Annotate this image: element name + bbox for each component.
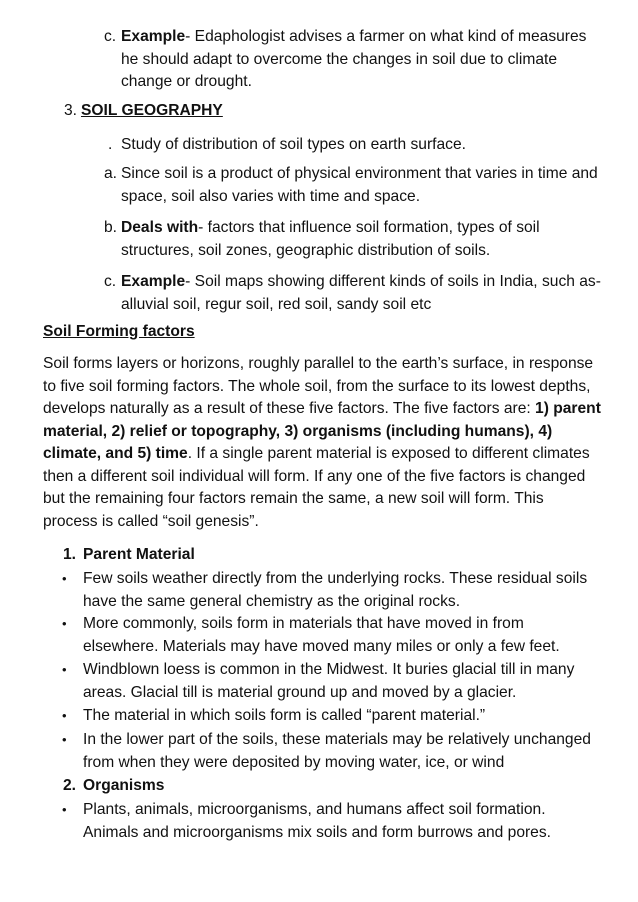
list-number: 2. [63,777,77,794]
heading-text: Soil Forming factors [43,323,195,340]
heading-text: Organisms [83,777,165,794]
heading-soil-forming-factors [43,321,603,344]
bullet-item [62,799,603,844]
bullet-icon: • [62,616,67,631]
list-marker: a. [104,165,118,182]
bullet-item [62,568,603,613]
bullet-text: Few soils weather directly from the underlying rocks. These residual soils have the same general chemistry as the original rocks. [83,570,588,610]
bullet-item [62,729,603,774]
bullet-item [62,613,603,658]
list-marker: b. [104,219,118,236]
list-item-text: Since soil is a product of physical environment that varies in time and space, soil also varies with time and space. [121,165,598,205]
section-heading-text: SOIL GEOGRAPHY [81,102,223,119]
bullet-text: Windblown loess is common in the Midwest. It buries glacial till in many areas. Glacial till is material ground up and moved by a glacier. [83,661,575,701]
list-item-deals-with [104,217,601,262]
bullet-text: Plants, animals, microorganisms, and humans affect soil formation. Animals and microorganisms mix soils and form burrows and pores. [83,801,551,841]
paragraph-text: Soil forms layers or horizons, roughly parallel to the earth’s surface, in response to five soil forming factors. The whole soil, from the surface to its lowest depths, develops naturally as a result of these five factors. The five factors are: 1) parent material, 2) relief or topography, 3) organisms (including humans), 4) climate, and 5) time. If a single parent material is exposed to different climates then a different soil individual will form. If any one of the five factors is changed but the remaining four factors remain the same, a new soil will form. This process is called “soil genesis”. [43,355,601,530]
list-item-text: Example- Soil maps showing different kinds of soils in India, such as- alluvial soil, regur soil, red soil, sandy soil etc [121,273,601,313]
numbered-heading-organisms [63,775,583,798]
bullet-icon: • [62,708,67,723]
bullet-text: The material in which soils form is called “parent material.” [83,707,486,724]
list-item-text: Study of distribution of soil types on earth surface. [121,136,466,153]
list-item-text: Example- Edaphologist advises a farmer on what kind of measures he should adapt to overcome the changes in soil due to climate change or drought. [121,28,587,90]
list-marker: . [108,136,113,153]
list-marker: c. [104,28,117,45]
bullet-icon: • [62,571,67,586]
list-item-example-edaphology [104,26,601,94]
section-heading-soil-geography [64,100,581,123]
heading-text: Parent Material [83,546,195,563]
bullet-icon: • [62,662,67,677]
list-item-study [108,134,601,157]
bullet-icon: • [62,802,67,817]
bullet-icon: • [62,732,67,747]
bullet-item [62,659,603,704]
list-item-text: Deals with- factors that influence soil formation, types of soil structures, soil zones, geographic distribution of soils. [121,219,540,259]
section-number: 3. [64,102,78,119]
numbered-heading-parent-material [63,544,583,567]
paragraph-soil-forming [43,353,601,533]
list-item-since-soil [104,163,601,208]
list-item-example-soil-maps [104,271,601,316]
list-number: 1. [63,546,77,563]
bullet-text: More commonly, soils form in materials that have moved in from elsewhere. Materials may have moved many miles or only a few feet. [83,615,560,655]
bullet-item [62,705,603,728]
bullet-text: In the lower part of the soils, these materials may be relatively unchanged from when they were deposited by moving water, ice, or wind [83,731,591,771]
list-marker: c. [104,273,117,290]
